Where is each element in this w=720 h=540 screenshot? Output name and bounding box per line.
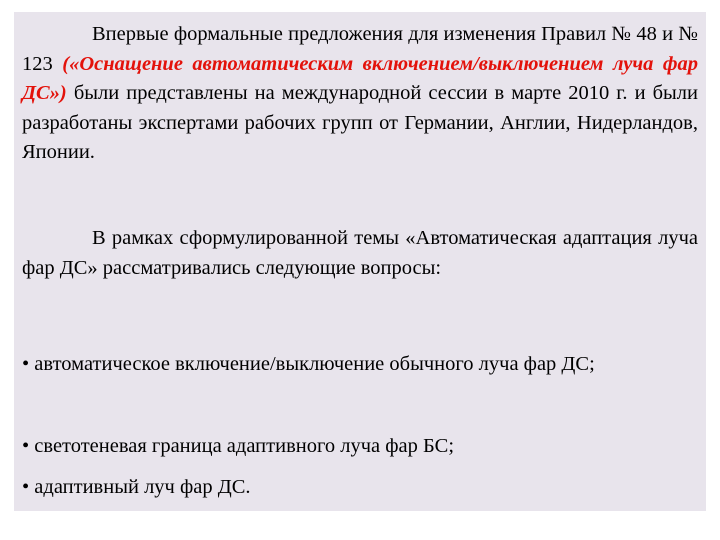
regulation-title-highlight: («Оснащение автоматическим включением/выключением луча фар ДС») — [22, 52, 699, 104]
bullet-item: • светотеневая граница адаптивного луча фар БС; — [22, 435, 455, 457]
intro-text-start: Впервые формальные предложения для изменения Правил № 48 и № 123 — [22, 23, 698, 75]
intro-text-end: были представлены на международной сессии в марте 2010 г. и были разработаны экспертами рабочих групп от Германии, Англии, Нидерландов, Японии. — [22, 82, 698, 163]
bullet-item: • автоматическое включение/выключение обычного луча фар ДС; — [22, 353, 595, 375]
topic-paragraph: В рамках сформулированной темы «Автоматическая адаптация луча фар ДС» рассматривались следующие вопросы: — [22, 227, 698, 279]
intro-paragraph — [22, 20, 698, 168]
bullet-item: • адаптивный луч фар ДС. — [22, 476, 251, 498]
slide-content-area — [14, 12, 706, 511]
